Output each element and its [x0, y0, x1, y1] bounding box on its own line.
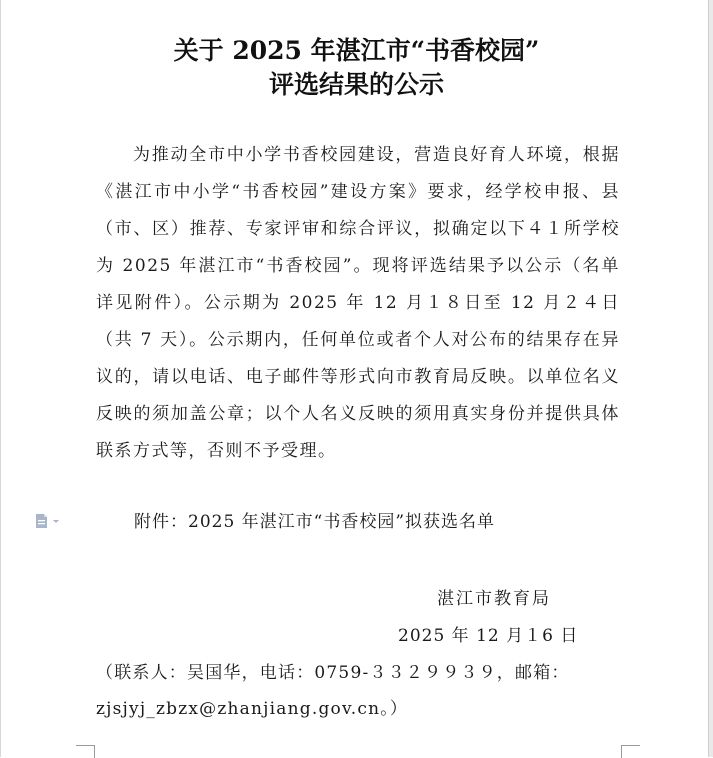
body-paragraph: 为推动全市中小学书香校园建设，营造良好育人环境，根据《湛江市中小学“书香校园”建设方案》要求，经学校申报、县（市、区）推荐、专家评审和综合评议，拟确定以下４１所学校为 2025 年湛江市“书香校园”。现将评选结果予以公示（名单详见附件）。公示期为 2025 年 12 月１８日至 12 月２４日（共 7 天）。公示期内，任何单位或者个人对公布的结果存在异议的，请以电话、电子邮件等形式向市教育局反映。以单位名义反映的须加盖公章；以个人名义反映的须用真实身份并提供具体联系方式等，否则不予受理。 [96, 145, 620, 461]
page-left-border [0, 0, 1, 757]
document-icon[interactable] [34, 513, 62, 529]
page-corner-mark-right [621, 745, 640, 758]
attachment-line: 附件：2025 年湛江市“书香校园”拟获选名单 [134, 512, 496, 532]
issue-date: 2025 年 12 月１6 日 [398, 626, 579, 646]
chevron-down-icon [53, 520, 59, 523]
contact-info: （联系人：吴国华，电话：0759-３３２９９３９，邮箱：zjsjyj_zbzx@zhanjiang.gov.cn。） [96, 663, 570, 719]
title-line-2: 评选结果的公示 [268, 70, 444, 99]
issuer: 湛江市教育局 [437, 589, 551, 609]
title-line-1: 关于 2025 年湛江市“书香校园” [173, 36, 540, 65]
page-corner-mark-left [76, 745, 95, 758]
scrollbar-gutter[interactable] [708, 0, 713, 757]
